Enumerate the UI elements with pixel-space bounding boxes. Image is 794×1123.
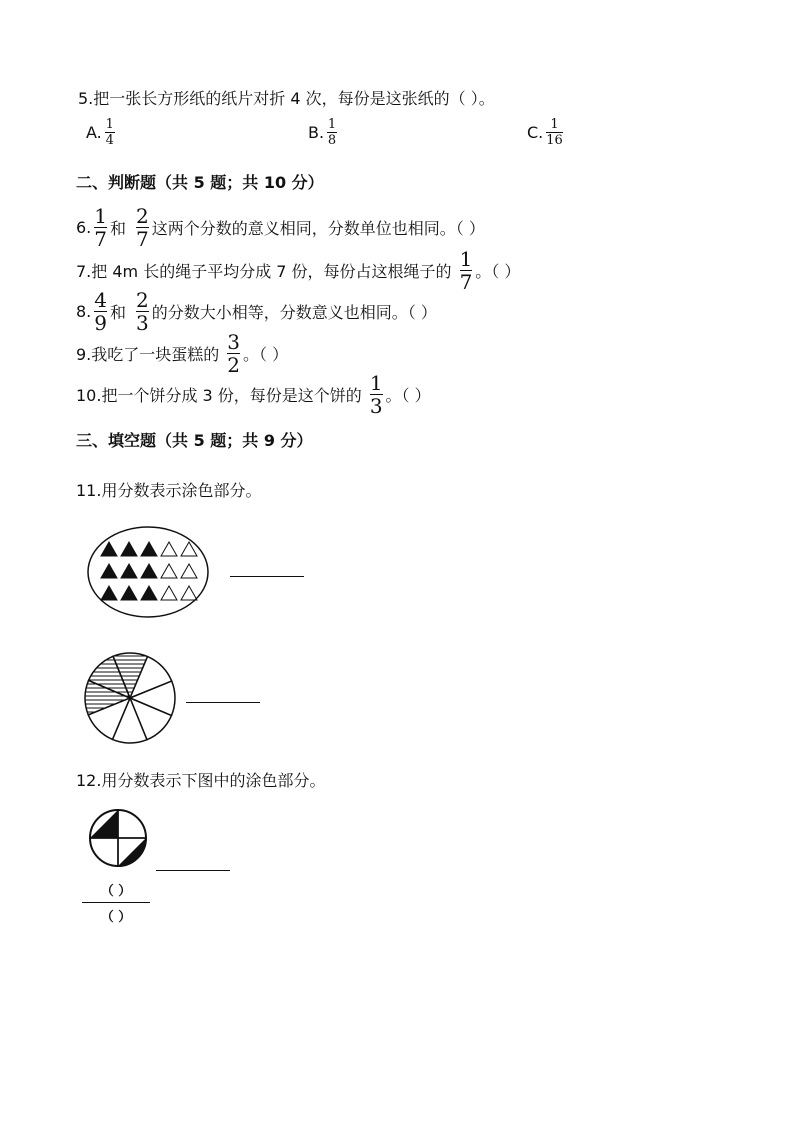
q7-suffix: 。（ ） [475,262,521,281]
q6-number: 6. [76,218,92,237]
q12-answer-blank[interactable] [156,870,230,871]
filled-triangle [121,542,137,556]
filled-triangle [141,564,157,578]
q11-text: 11.用分数表示涂色部分。 [76,481,262,500]
option-letter: C. [527,123,544,142]
empty-triangle [181,564,197,578]
circle-slices [85,653,175,743]
triangle-oval-figure [84,524,214,624]
section-heading-fill-in: 三、填空题（共 5 题；共 9 分） [76,431,313,450]
empty-triangle [181,586,197,600]
filled-triangle [141,542,157,556]
q10-suffix: 。（ ） [385,386,431,405]
paren-numerator: （ ） [100,884,132,899]
q9-text: 9.我吃了一块蛋糕的 [76,345,220,364]
q7-text: 7.把 4m 长的绳子平均分成 7 份，每份占这根绳子的 [76,262,452,281]
fraction: $\frac{2}{3}$ [136,288,149,335]
q10 [76,373,431,416]
q8-text: 的分数大小相等，分数意义也相同。（ ） [151,303,437,322]
filled-triangle [141,586,157,600]
q5-option-b[interactable] [308,118,340,147]
q8 [76,290,437,333]
q7 [76,249,520,292]
paren-denominator: （ ） [100,910,132,925]
q9-suffix: 。（ ） [243,345,289,364]
empty-triangle [161,564,177,578]
q5-option-a[interactable] [86,118,118,147]
fraction: $\frac{2}{7}$ [136,204,149,251]
fraction: $\frac{1}{7}$ [94,204,107,251]
fraction: $\frac{4}{9}$ [94,288,107,335]
option-letter: B. [308,123,325,142]
q10-text: 10.把一个饼分成 3 份，每份是这个饼的 [76,386,362,405]
q6-text: 这两个分数的意义相同，分数单位也相同。（ ） [151,219,485,238]
option-letter: A. [86,123,102,142]
q11-answer-blank-2[interactable] [186,702,260,703]
q6 [76,206,485,249]
shaded-circle-figure [82,650,178,746]
filled-triangle [101,564,117,578]
empty-triangle [161,586,177,600]
filled-triangle [121,564,137,578]
option-fraction: $\frac{1}{4}$ [105,117,114,148]
triangle-grid [101,542,197,600]
q12-text: 12.用分数表示下图中的涂色部分。 [76,771,326,790]
filled-triangle [101,542,117,556]
filled-triangle [121,586,137,600]
filled-triangle [101,586,117,600]
q11-answer-blank-1[interactable] [230,576,304,577]
q8-number: 8. [76,302,92,321]
section-heading-judgement: 二、判断题（共 5 题；共 10 分） [76,173,324,192]
fraction: $\frac{3}{2}$ [227,330,241,377]
fraction: $\frac{1}{7}$ [459,247,473,294]
q9 [76,332,288,375]
option-fraction: $\frac{1}{8}$ [327,117,337,148]
empty-triangle [161,542,177,556]
q5-text: 5.把一张长方形纸的纸片对折 4 次，每份是这张纸的（ ）。 [78,89,495,108]
q8-and: 和 [110,303,127,322]
fraction: $\frac{1}{3}$ [369,371,383,418]
q5-option-c[interactable] [527,118,566,147]
q6-and: 和 [110,219,127,238]
option-fraction: $\frac{1}{16}$ [546,117,563,148]
quartered-circle-figure [86,806,150,870]
q12-paren-fraction[interactable] [82,880,150,925]
